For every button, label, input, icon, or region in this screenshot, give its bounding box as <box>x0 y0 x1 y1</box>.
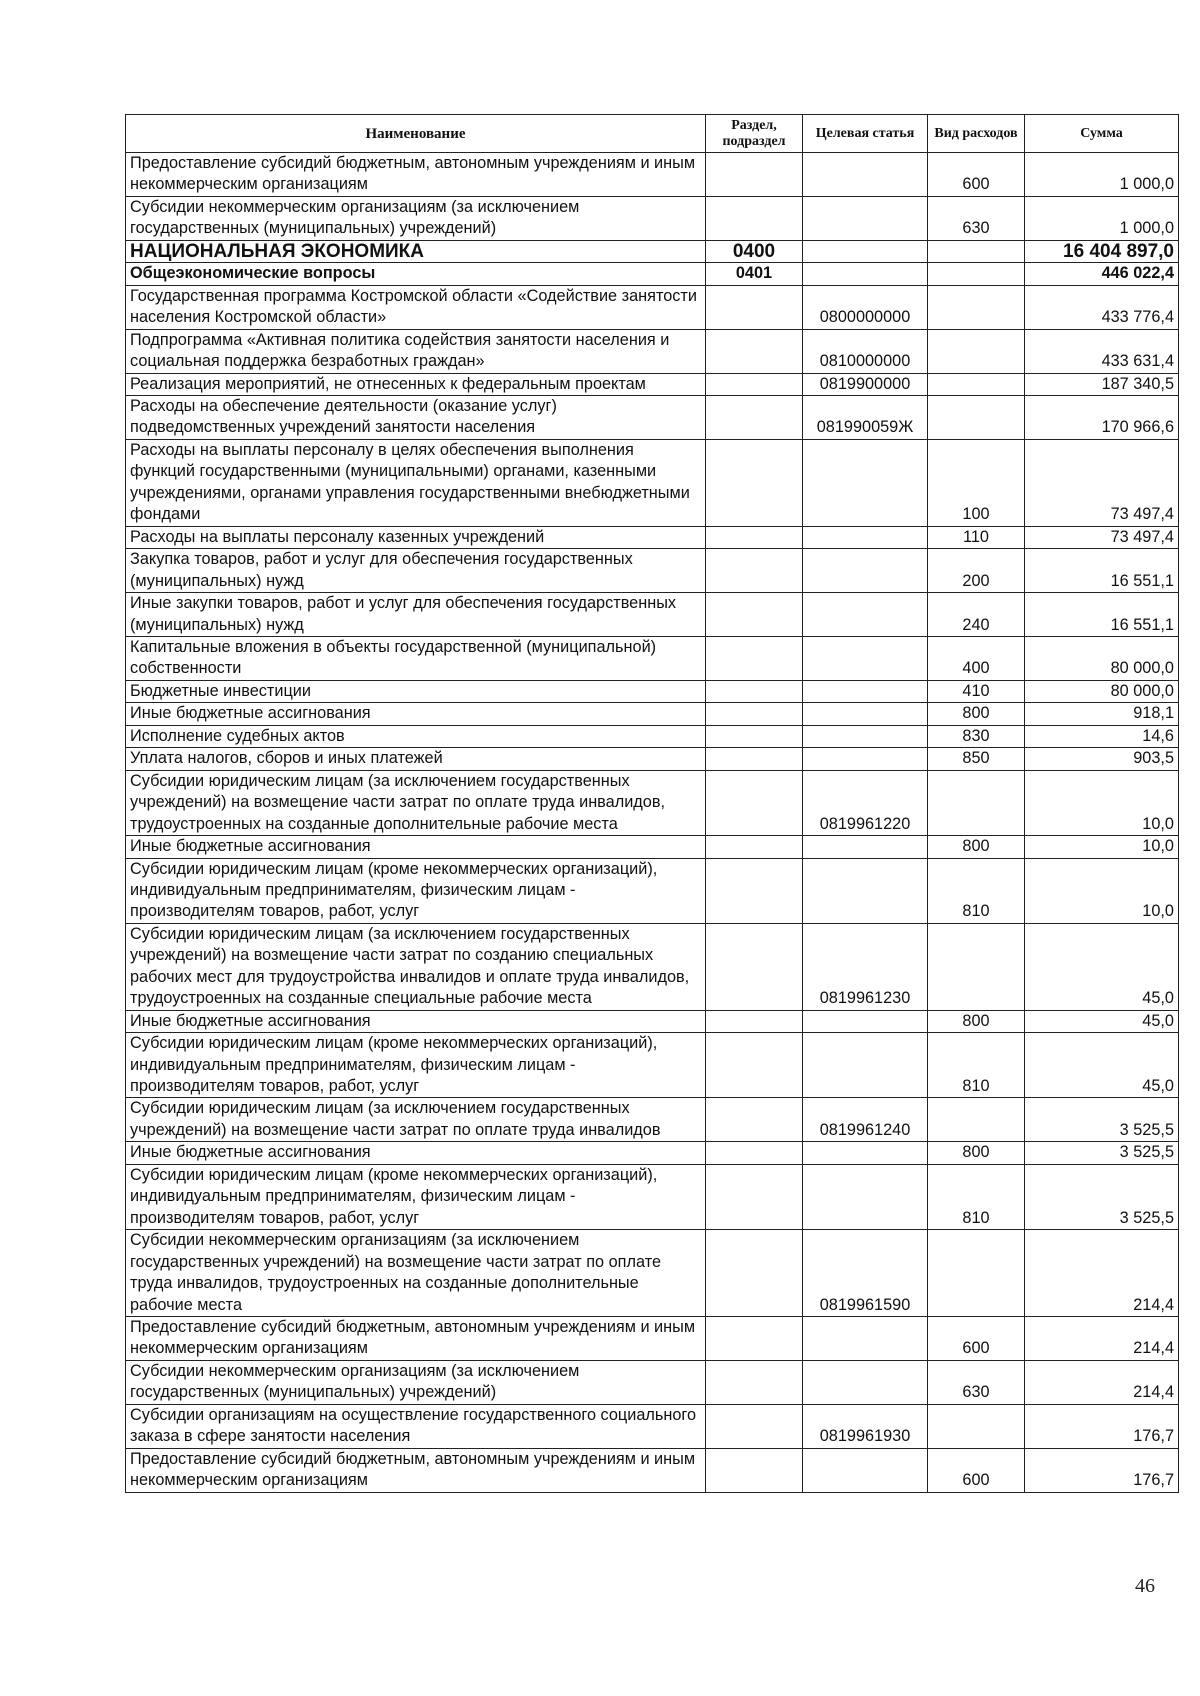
table-row <box>126 836 1179 858</box>
cell-stat: 0819961240 <box>803 1098 928 1142</box>
table-row <box>126 858 1179 923</box>
cell-vid: 240 <box>928 593 1025 637</box>
cell-stat <box>803 153 928 197</box>
cell-razdel <box>706 1317 803 1361</box>
cell-name: Расходы на выплаты персоналу казенных учреждений <box>126 526 706 548</box>
cell-summa: 1 000,0 <box>1025 196 1179 240</box>
cell-vid: 600 <box>928 1317 1025 1361</box>
cell-razdel <box>706 1164 803 1229</box>
cell-razdel <box>706 1360 803 1404</box>
cell-stat <box>803 1033 928 1098</box>
cell-razdel <box>706 1098 803 1142</box>
cell-summa: 433 776,4 <box>1025 285 1179 329</box>
cell-stat <box>803 439 928 526</box>
cell-stat: 0800000000 <box>803 285 928 329</box>
table-row <box>126 1098 1179 1142</box>
cell-name: Субсидии некоммерческим организациям (за исключением государственных (муниципальных) учреждений) <box>126 196 706 240</box>
cell-name: Капитальные вложения в объекты государственной (муниципальной) собственности <box>126 636 706 680</box>
cell-vid: 200 <box>928 549 1025 593</box>
cell-vid <box>928 1404 1025 1448</box>
cell-vid: 850 <box>928 748 1025 770</box>
cell-razdel <box>706 1010 803 1032</box>
cell-razdel <box>706 373 803 395</box>
cell-razdel <box>706 1230 803 1317</box>
header-summa: Сумма <box>1025 115 1179 153</box>
cell-name: Бюджетные инвестиции <box>126 680 706 702</box>
table-row <box>126 1142 1179 1164</box>
cell-summa: 446 022,4 <box>1025 263 1179 285</box>
cell-stat <box>803 1360 928 1404</box>
cell-name: Субсидии юридическим лицам (за исключением государственных учреждений) на возмещение части затрат по оплате труда инвалидов <box>126 1098 706 1142</box>
cell-vid: 410 <box>928 680 1025 702</box>
cell-stat: 0819961230 <box>803 923 928 1010</box>
cell-stat <box>803 680 928 702</box>
cell-name: НАЦИОНАЛЬНАЯ ЭКОНОМИКА <box>126 240 706 262</box>
table-row <box>126 1230 1179 1317</box>
budget-table <box>125 114 1179 1493</box>
header-stat: Целевая статья <box>803 115 928 153</box>
cell-name: Субсидии юридическим лицам (за исключением государственных учреждений) на возмещение части затрат по созданию специальных рабочих мест для трудоустройства инвалидов и оплате труда инвалидов, трудоустроенных на созданные специальные рабочие места <box>126 923 706 1010</box>
cell-vid <box>928 373 1025 395</box>
cell-stat <box>803 549 928 593</box>
cell-razdel <box>706 285 803 329</box>
cell-name: Закупка товаров, работ и услуг для обеспечения государственных (муниципальных) нужд <box>126 549 706 593</box>
cell-name: Субсидии юридическим лицам (кроме некоммерческих организаций), индивидуальным предпринимателям, физическим лицам - производителям товаров, работ, услуг <box>126 1033 706 1098</box>
cell-summa: 187 340,5 <box>1025 373 1179 395</box>
table-row <box>126 263 1179 285</box>
cell-razdel <box>706 748 803 770</box>
cell-name: Реализация мероприятий, не отнесенных к федеральным проектам <box>126 373 706 395</box>
cell-stat <box>803 836 928 858</box>
cell-vid <box>928 285 1025 329</box>
cell-name: Предоставление субсидий бюджетным, автономным учреждениям и иным некоммерческим организациям <box>126 1448 706 1492</box>
cell-vid: 600 <box>928 1448 1025 1492</box>
table-row <box>126 240 1179 262</box>
cell-razdel <box>706 395 803 439</box>
cell-stat: 0819961220 <box>803 770 928 835</box>
cell-razdel: 0401 <box>706 263 803 285</box>
cell-summa: 918,1 <box>1025 703 1179 725</box>
cell-razdel <box>706 836 803 858</box>
cell-stat <box>803 1010 928 1032</box>
cell-razdel <box>706 1448 803 1492</box>
cell-summa: 80 000,0 <box>1025 680 1179 702</box>
cell-vid: 630 <box>928 1360 1025 1404</box>
cell-summa: 176,7 <box>1025 1448 1179 1492</box>
table-row <box>126 439 1179 526</box>
cell-summa: 3 525,5 <box>1025 1164 1179 1229</box>
cell-stat: 0819961930 <box>803 1404 928 1448</box>
cell-stat: 081990059Ж <box>803 395 928 439</box>
table-row <box>126 1360 1179 1404</box>
cell-summa: 433 631,4 <box>1025 329 1179 373</box>
cell-vid: 800 <box>928 1010 1025 1032</box>
cell-razdel <box>706 725 803 747</box>
cell-vid <box>928 263 1025 285</box>
cell-name: Общеэкономические вопросы <box>126 263 706 285</box>
cell-summa: 170 966,6 <box>1025 395 1179 439</box>
cell-vid: 810 <box>928 1164 1025 1229</box>
cell-razdel <box>706 703 803 725</box>
cell-razdel <box>706 593 803 637</box>
cell-vid <box>928 923 1025 1010</box>
cell-vid <box>928 1230 1025 1317</box>
cell-summa: 45,0 <box>1025 1033 1179 1098</box>
header-name: Наименование <box>126 115 706 153</box>
cell-summa: 214,4 <box>1025 1360 1179 1404</box>
table-header-row <box>126 115 1179 153</box>
cell-stat <box>803 858 928 923</box>
cell-stat: 0819961590 <box>803 1230 928 1317</box>
cell-summa: 214,4 <box>1025 1230 1179 1317</box>
table-row <box>126 1010 1179 1032</box>
table-row <box>126 549 1179 593</box>
cell-vid: 100 <box>928 439 1025 526</box>
cell-vid: 810 <box>928 858 1025 923</box>
cell-razdel <box>706 526 803 548</box>
page-number: 46 <box>1135 1575 1155 1597</box>
cell-summa: 80 000,0 <box>1025 636 1179 680</box>
cell-summa: 73 497,4 <box>1025 439 1179 526</box>
cell-name: Подпрограмма «Активная политика содействия занятости населения и социальная поддержка безработных граждан» <box>126 329 706 373</box>
cell-name: Субсидии юридическим лицам (кроме некоммерческих организаций), индивидуальным предпринимателям, физическим лицам - производителям товаров, работ, услуг <box>126 1164 706 1229</box>
cell-vid: 600 <box>928 153 1025 197</box>
table-row <box>126 680 1179 702</box>
table-body <box>126 153 1179 1493</box>
cell-vid <box>928 240 1025 262</box>
table-row <box>126 196 1179 240</box>
table-row <box>126 285 1179 329</box>
cell-summa: 214,4 <box>1025 1317 1179 1361</box>
cell-razdel: 0400 <box>706 240 803 262</box>
cell-razdel <box>706 439 803 526</box>
cell-stat <box>803 263 928 285</box>
table-row <box>126 923 1179 1010</box>
cell-razdel <box>706 923 803 1010</box>
header-vid: Вид расходов <box>928 115 1025 153</box>
cell-vid: 110 <box>928 526 1025 548</box>
table-row <box>126 1404 1179 1448</box>
cell-stat <box>803 1164 928 1229</box>
table-row <box>126 395 1179 439</box>
cell-vid <box>928 1098 1025 1142</box>
cell-vid <box>928 329 1025 373</box>
cell-summa: 14,6 <box>1025 725 1179 747</box>
table-row <box>126 1317 1179 1361</box>
cell-stat <box>803 1317 928 1361</box>
cell-summa: 3 525,5 <box>1025 1142 1179 1164</box>
cell-summa: 10,0 <box>1025 858 1179 923</box>
cell-razdel <box>706 153 803 197</box>
cell-name: Исполнение судебных актов <box>126 725 706 747</box>
cell-name: Предоставление субсидий бюджетным, автономным учреждениям и иным некоммерческим организациям <box>126 1317 706 1361</box>
cell-vid: 830 <box>928 725 1025 747</box>
cell-razdel <box>706 770 803 835</box>
cell-stat <box>803 240 928 262</box>
cell-stat <box>803 703 928 725</box>
cell-stat: 0810000000 <box>803 329 928 373</box>
table-row <box>126 593 1179 637</box>
cell-vid: 630 <box>928 196 1025 240</box>
cell-vid: 800 <box>928 836 1025 858</box>
cell-summa: 45,0 <box>1025 1010 1179 1032</box>
cell-name: Государственная программа Костромской области «Содействие занятости населения Костромской области» <box>126 285 706 329</box>
cell-razdel <box>706 680 803 702</box>
cell-summa: 16 551,1 <box>1025 593 1179 637</box>
cell-name: Субсидии организациям на осуществление государственного социального заказа в сфере занятости населения <box>126 1404 706 1448</box>
cell-name: Субсидии некоммерческим организациям (за исключением государственных (муниципальных) учреждений) <box>126 1360 706 1404</box>
cell-vid <box>928 395 1025 439</box>
cell-name: Субсидии юридическим лицам (за исключением государственных учреждений) на возмещение части затрат по оплате труда инвалидов, трудоустроенных на созданные дополнительные рабочие места <box>126 770 706 835</box>
cell-name: Предоставление субсидий бюджетным, автономным учреждениям и иным некоммерческим организациям <box>126 153 706 197</box>
cell-razdel <box>706 1033 803 1098</box>
cell-name: Иные бюджетные ассигнования <box>126 703 706 725</box>
table-row <box>126 1448 1179 1492</box>
cell-stat <box>803 593 928 637</box>
table-row <box>126 1033 1179 1098</box>
table-row <box>126 636 1179 680</box>
table-row <box>126 153 1179 197</box>
table-row <box>126 748 1179 770</box>
cell-stat <box>803 1448 928 1492</box>
table-row <box>126 703 1179 725</box>
cell-summa: 176,7 <box>1025 1404 1179 1448</box>
cell-razdel <box>706 196 803 240</box>
cell-name: Иные бюджетные ассигнования <box>126 836 706 858</box>
cell-stat <box>803 196 928 240</box>
table-row <box>126 329 1179 373</box>
cell-vid <box>928 770 1025 835</box>
cell-summa: 3 525,5 <box>1025 1098 1179 1142</box>
cell-summa: 10,0 <box>1025 770 1179 835</box>
cell-vid: 400 <box>928 636 1025 680</box>
table-row <box>126 1164 1179 1229</box>
cell-vid: 800 <box>928 703 1025 725</box>
header-razdel: Раздел, подраздел <box>706 115 803 153</box>
cell-vid: 800 <box>928 1142 1025 1164</box>
cell-summa: 45,0 <box>1025 923 1179 1010</box>
cell-stat: 0819900000 <box>803 373 928 395</box>
cell-name: Уплата налогов, сборов и иных платежей <box>126 748 706 770</box>
cell-name: Иные бюджетные ассигнования <box>126 1142 706 1164</box>
cell-summa: 16 404 897,0 <box>1025 240 1179 262</box>
table-row <box>126 770 1179 835</box>
cell-summa: 16 551,1 <box>1025 549 1179 593</box>
cell-stat <box>803 636 928 680</box>
cell-summa: 903,5 <box>1025 748 1179 770</box>
cell-razdel <box>706 1142 803 1164</box>
cell-razdel <box>706 549 803 593</box>
cell-summa: 10,0 <box>1025 836 1179 858</box>
cell-vid: 810 <box>928 1033 1025 1098</box>
cell-name: Расходы на обеспечение деятельности (оказание услуг) подведомственных учреждений занятости населения <box>126 395 706 439</box>
cell-name: Расходы на выплаты персоналу в целях обеспечения выполнения функций государственными (муниципальными) органами, казенными учреждениями, органами управления государственными внебюджетными фондами <box>126 439 706 526</box>
cell-stat <box>803 526 928 548</box>
cell-razdel <box>706 858 803 923</box>
cell-razdel <box>706 329 803 373</box>
cell-name: Субсидии некоммерческим организациям (за исключением государственных учреждений) на возмещение части затрат по оплате труда инвалидов, трудоустроенных на созданные дополнительные рабочие места <box>126 1230 706 1317</box>
cell-stat <box>803 1142 928 1164</box>
cell-name: Иные закупки товаров, работ и услуг для обеспечения государственных (муниципальных) нужд <box>126 593 706 637</box>
cell-razdel <box>706 636 803 680</box>
table-row <box>126 373 1179 395</box>
table-row <box>126 526 1179 548</box>
cell-razdel <box>706 1404 803 1448</box>
cell-name: Субсидии юридическим лицам (кроме некоммерческих организаций), индивидуальным предпринимателям, физическим лицам - производителям товаров, работ, услуг <box>126 858 706 923</box>
cell-summa: 1 000,0 <box>1025 153 1179 197</box>
cell-name: Иные бюджетные ассигнования <box>126 1010 706 1032</box>
cell-stat <box>803 748 928 770</box>
table-row <box>126 725 1179 747</box>
cell-summa: 73 497,4 <box>1025 526 1179 548</box>
cell-stat <box>803 725 928 747</box>
